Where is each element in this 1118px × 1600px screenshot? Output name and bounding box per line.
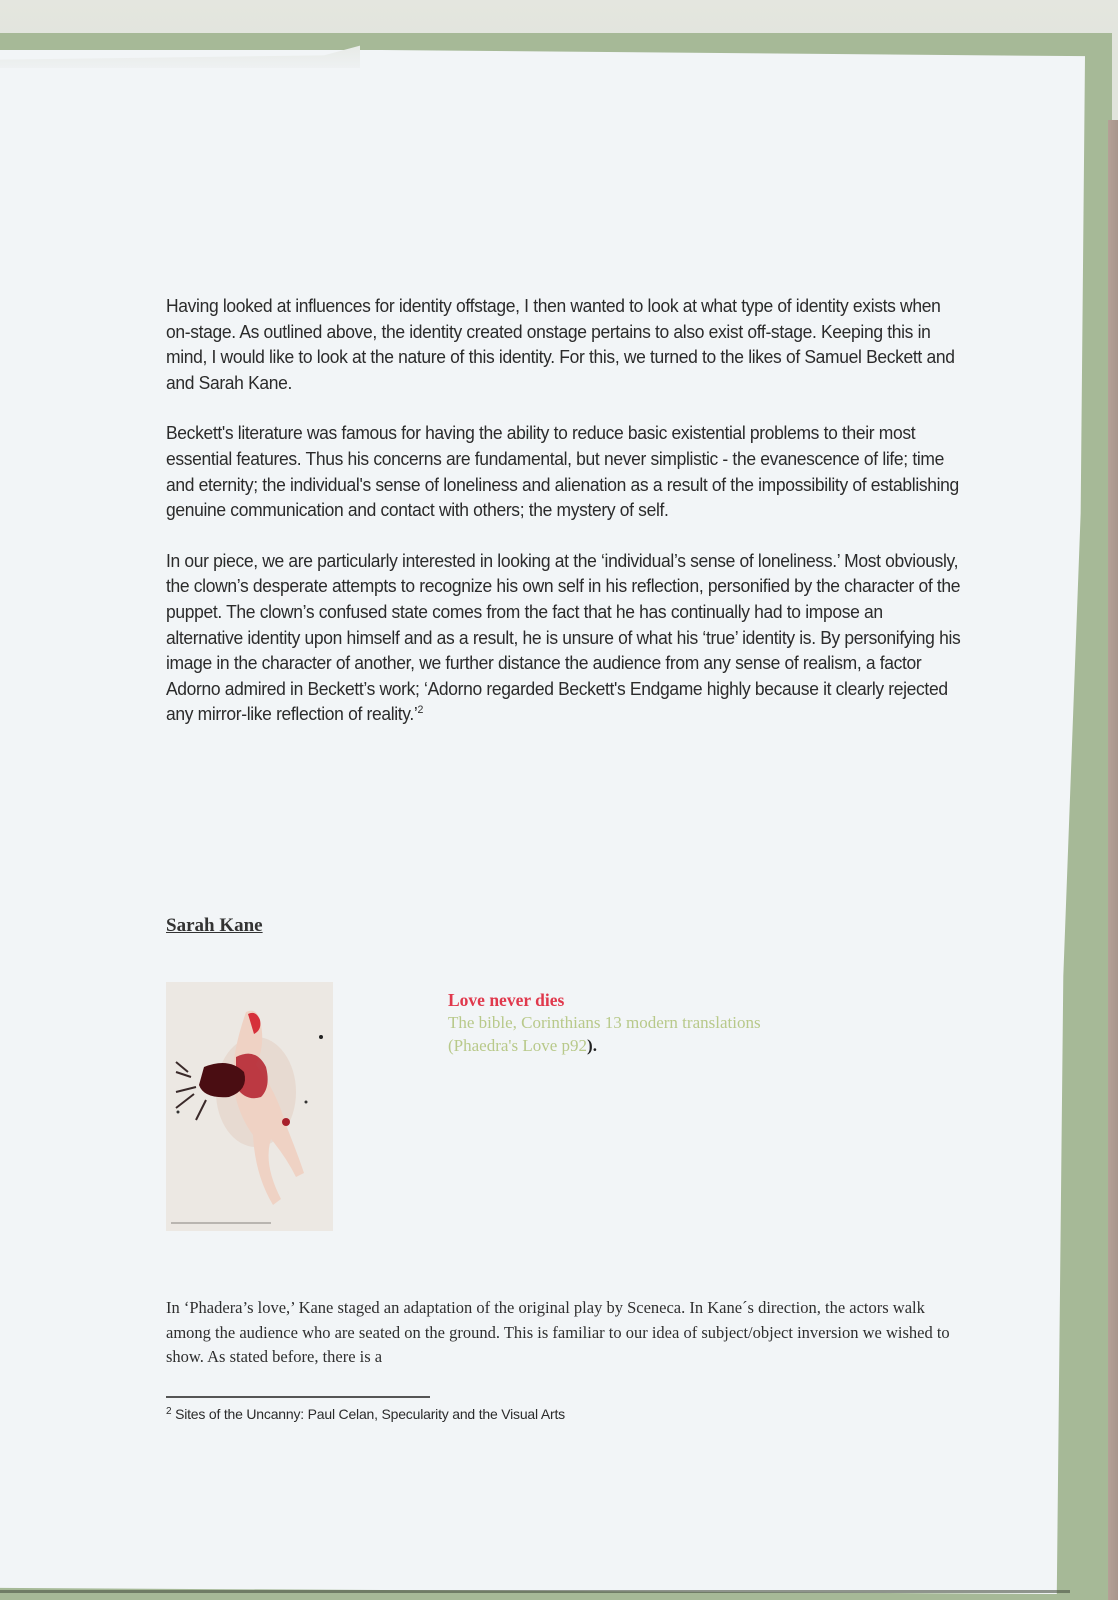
paragraph-loneliness [166, 549, 963, 728]
footnote-number: 2 [166, 1406, 172, 1417]
footnote [166, 1406, 565, 1422]
backing-board-edge [1108, 120, 1118, 1600]
quote-title: Love never dies [448, 990, 565, 1010]
epigraph-quote [448, 990, 788, 1057]
paragraph-beckett: Beckett's literature was famous for having the ability to reduce basic existential problems to their most essential features. Thus his concerns are fundamental, but never simplistic - the evanescence of life; time and eternity; the individual's sense of loneliness and alienation as a result of the impossibility of establishing genuine communication and contact with others; the mystery of self. [166, 423, 959, 521]
production-photo [166, 982, 333, 1231]
page-bottom-edge [0, 1590, 1070, 1593]
paragraph-loneliness-text: In our piece, we are particularly interested in looking at the ‘individual’s sense of loneliness.’ Most obviously, the clown’s desperate attempts to recognize his own self in his reflection, personified by the character of the puppet. The clown’s confused state comes from the fact that he has continually had to impose an alternative identity upon himself and as a result, he is unsure of what his ‘true’ identity is. By personifying his image in the character of another, we further distance the audience from any sense of realism, a factor Adorno admired in Beckett’s work; ‘Adorno regarded Beckett's Endgame highly because it clearly rejected any mirror-like reflection of reality.’ [166, 550, 961, 725]
footnote-reference[interactable]: 2 [417, 704, 424, 717]
footnote-separator [166, 1396, 430, 1398]
footnote-text: Sites of the Uncanny: Paul Celan, Specularity and the Visual Arts [171, 1406, 565, 1422]
paragraph-kane: In ‘Phadera’s love,’ Kane staged an adaptation of the original play by Sceneca. In Kane´s direction, the actors walk among the audience who are seated on the ground. This is familiar to our idea of subject/object inversion we wished to show. As stated before, there is a [166, 1298, 950, 1366]
quote-source [448, 1011, 788, 1057]
quote-source-close: ). [587, 1036, 597, 1055]
section-heading: Sarah Kane [166, 915, 263, 936]
quote-source-text: The bible, Corinthians 13 modern translations (Phaedra's Love p92 [448, 1013, 761, 1055]
body-text [166, 294, 966, 753]
paragraph-intro: Having looked at influences for identity offstage, I then wanted to look at what type of identity exists when on-stage. As outlined above, the identity created onstage pertains to also exist off-stage. Keeping this in mind, I would like to look at the nature of this identity. For this, we turned to the likes of Samuel Beckett and and Sarah Kane. [166, 296, 955, 393]
production-photo-graphic [166, 982, 333, 1231]
